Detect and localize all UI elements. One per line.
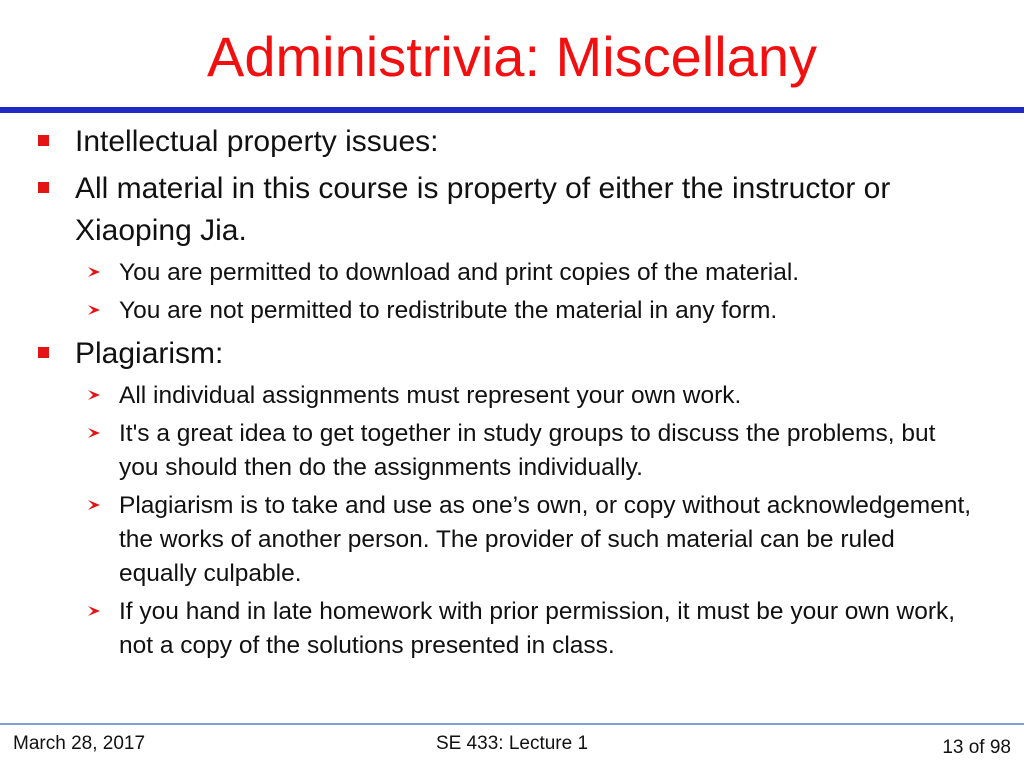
sub-bullet-text: You are not permitted to redistribute the material in any form. <box>119 297 778 324</box>
sub-bullet-text: If you hand in late homework with prior permission, it must be your own work, not a copy of the solutions presented in class. <box>119 598 956 659</box>
square-bullet-icon <box>38 347 49 358</box>
slide-content <box>0 116 1024 663</box>
sub-bullet-text: It's a great idea to get together in study groups to discuss the problems, but you should then do the assignments individually. <box>119 420 936 481</box>
arrow-bullet-icon <box>86 497 102 513</box>
sub-bullet-item <box>0 256 1024 290</box>
arrow-bullet-icon <box>86 264 102 280</box>
bullet-text: Intellectual property issues: <box>75 125 439 158</box>
bullet-text: All material in this course is property of either the instructor or Xiaoping Jia. <box>75 172 891 247</box>
footer-divider <box>0 723 1024 725</box>
sub-bullet-item <box>0 379 1024 413</box>
square-bullet-icon <box>38 135 49 146</box>
arrow-bullet-icon <box>86 603 102 619</box>
arrow-bullet-icon <box>86 387 102 403</box>
sub-bullet-item <box>0 294 1024 328</box>
sub-bullet-text: Plagiarism is to take and use as one’s own, or copy without acknowledgement, the works of another person. The provider of such material can be ruled equally culpable. <box>119 492 972 587</box>
sub-bullet-item <box>0 595 1024 663</box>
footer-course: SE 433: Lecture 1 <box>435 733 589 754</box>
sub-bullet-item <box>0 489 1024 591</box>
title-divider <box>0 107 1024 113</box>
footer-page-number: 13 of 98 <box>942 737 1011 758</box>
bullet-item <box>0 333 1024 375</box>
sub-bullet-text: You are permitted to download and print copies of the material. <box>119 259 800 286</box>
sub-bullet-item <box>0 417 1024 485</box>
square-bullet-icon <box>38 182 49 193</box>
footer-date: March 28, 2017 <box>13 733 146 754</box>
bullet-item <box>0 121 1024 163</box>
sub-bullet-text: All individual assignments must represent your own work. <box>119 382 742 409</box>
arrow-bullet-icon <box>86 302 102 318</box>
bullet-text: Plagiarism: <box>75 337 224 370</box>
slide-title: Administrivia: Miscellany <box>207 25 817 88</box>
arrow-bullet-icon <box>86 425 102 441</box>
bullet-item <box>0 168 1024 252</box>
